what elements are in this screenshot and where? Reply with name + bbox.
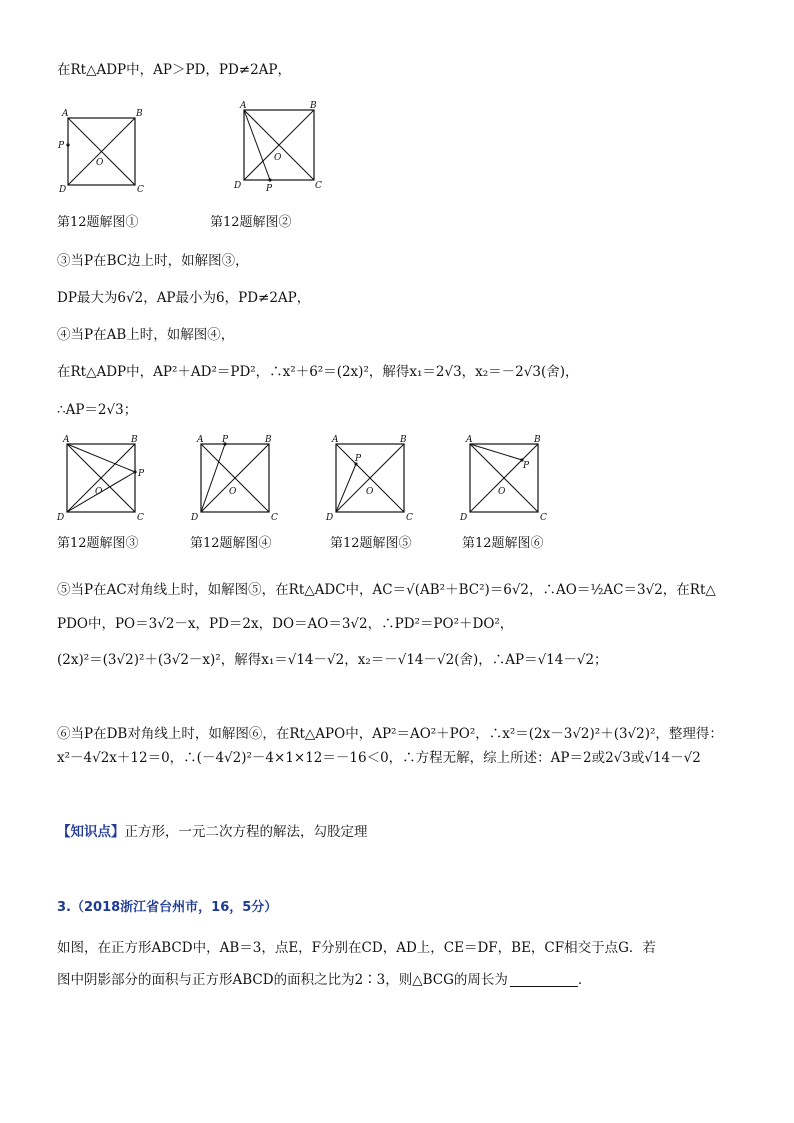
label-c: C: [406, 513, 413, 523]
solution-line-11: x²－4√2x＋12＝0，∴(－4√2)²－4×1×12＝－16＜0，∴方程无解，综上所述：AP＝2或2√3或√14－√2: [57, 750, 701, 766]
label-o: O: [366, 487, 374, 497]
label-a: A: [240, 101, 247, 111]
question-line-1: 如图，在正方形ABCD中，AB＝3，点E，F分别在CD，AD上，CE＝DF，BE，CF相交于点G．若: [57, 940, 656, 956]
figure-2-svg: [234, 100, 329, 192]
label-d: D: [191, 513, 199, 523]
solution-line-3: DP最大为6√2，AP最小为6，PD≠2AP，: [57, 290, 311, 306]
knowledge-text: 正方形，一元二次方程的解法，勾股定理: [124, 824, 368, 840]
label-p: P: [138, 469, 145, 479]
label-o: O: [274, 153, 282, 163]
solution-line-9: (2x)²＝(3√2)²＋(3√2－x)²，解得x₁＝√14－√2，x₂＝－√14－√2(舍)，∴AP＝√14－√2；: [57, 652, 608, 668]
solution-line-1: 在Rt△ADP中，AP＞PD，PD≠2AP，: [57, 62, 292, 78]
label-d: D: [326, 513, 334, 523]
question-line-2: [57, 970, 754, 990]
label-c: C: [137, 513, 144, 523]
label-p: P: [266, 184, 273, 194]
figure-2: [234, 100, 329, 192]
label-a: A: [466, 435, 473, 445]
figure-4-svg: [191, 434, 286, 524]
figure-6-svg: [460, 434, 555, 524]
segment-dp: [336, 464, 356, 512]
solution-line-8: PDO中，PO＝3√2－x，PD＝2x，DO＝AO＝3√2，∴PD²＝PO²＋DO²，: [57, 616, 514, 632]
question-line-2-text: 图中阴影部分的面积与正方形ABCD的面积之比为2∶3，则△BCG的周长为: [57, 972, 508, 988]
solution-line-6: ∴AP＝2√3；: [57, 402, 138, 418]
label-d: D: [234, 181, 242, 191]
figure-1-svg: [58, 108, 148, 193]
label-b: B: [136, 109, 143, 119]
label-d: D: [57, 513, 65, 523]
figure-3: [57, 434, 152, 524]
label-b: B: [265, 435, 272, 445]
point-p: [133, 470, 136, 473]
label-b: B: [534, 435, 541, 445]
caption-6: 第12题解图⑥: [462, 536, 544, 551]
figure-6: [460, 434, 555, 524]
label-d: D: [59, 185, 67, 195]
segment-ap: [67, 444, 135, 472]
solution-line-4: ④当P在AB上时，如解图④，: [57, 327, 235, 343]
label-a: A: [62, 109, 69, 119]
figure-4: [191, 434, 286, 524]
solution-line-5: 在Rt△ADP中，AP²＋AD²＝PD²，∴x²＋6²＝(2x)²，解得x₁＝2√3，x₂＝－2√3(舍)，: [57, 364, 579, 380]
point-p: [66, 143, 69, 146]
label-p: P: [523, 461, 530, 471]
question-title: 3.（2018浙江省台州市，16，5分）: [57, 900, 278, 915]
label-o: O: [229, 487, 237, 497]
figure-1: [58, 108, 148, 193]
label-o: O: [498, 487, 506, 497]
label-a: A: [63, 435, 70, 445]
label-c: C: [137, 185, 144, 195]
question-line-2-end: ．: [577, 972, 592, 988]
label-p: P: [58, 141, 65, 151]
caption-3: 第12题解图③: [57, 536, 139, 551]
solution-line-2: ③当P在BC边上时，如解图③，: [57, 253, 249, 269]
caption-2: 第12题解图②: [210, 215, 292, 230]
knowledge-tag: 【知识点】: [57, 824, 125, 840]
label-b: B: [400, 435, 407, 445]
answer-blank[interactable]: [510, 972, 578, 987]
label-a: A: [332, 435, 339, 445]
label-c: C: [540, 513, 547, 523]
label-p: P: [355, 454, 362, 464]
caption-4: 第12题解图④: [190, 536, 272, 551]
label-p: P: [222, 435, 229, 445]
segment-ap: [244, 110, 270, 180]
caption-5: 第12题解图⑤: [330, 536, 412, 551]
figure-5: [326, 434, 421, 524]
caption-1: 第12题解图①: [57, 215, 139, 230]
knowledge-point: [57, 822, 754, 842]
label-c: C: [271, 513, 278, 523]
label-c: C: [315, 181, 322, 191]
figure-5-svg: [326, 434, 421, 524]
label-b: B: [310, 101, 317, 111]
segment-dp: [201, 444, 225, 512]
figure-3-svg: [57, 434, 152, 524]
solution-line-10: ⑥当P在DB对角线上时，如解图⑥，在Rt△APO中，AP²＝AO²＋PO²，∴x²＝(2x－3√2)²＋(3√2)²，整理得：: [57, 726, 723, 742]
label-d: D: [460, 513, 468, 523]
label-o: O: [96, 158, 104, 168]
solution-line-7: ⑤当P在AC对角线上时，如解图⑤，在Rt△ADC中，AC＝√(AB²＋BC²)＝6√2，∴AO＝½AC＝3√2，在Rt△: [57, 582, 716, 598]
point-p: [268, 178, 271, 181]
label-a: A: [197, 435, 204, 445]
label-o: O: [95, 487, 103, 497]
label-b: B: [131, 435, 138, 445]
